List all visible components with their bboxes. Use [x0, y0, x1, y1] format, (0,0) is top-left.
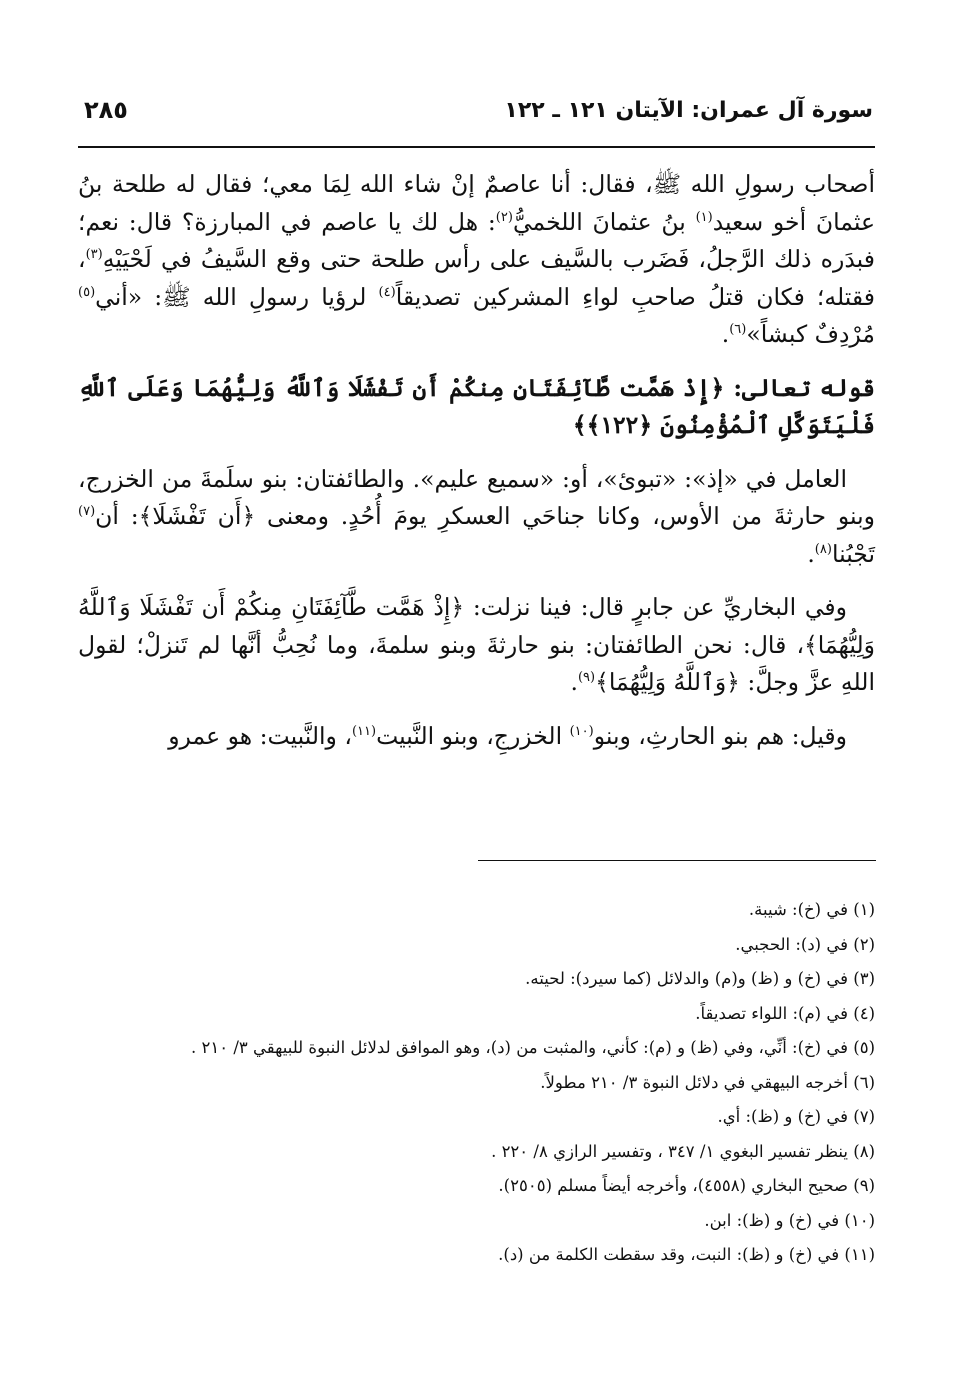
text-run: مُرْدِفٌ كبشاً»	[746, 320, 875, 348]
footnote-separator	[478, 860, 876, 861]
text-run: تَجْبُنا	[831, 539, 875, 568]
footnote: (٣) في (خ) و (ظ) و(م) والدلائل (كما سيرد): لحيته.	[525, 969, 875, 988]
footnote-ref: (١١)	[351, 723, 377, 739]
page-header	[78, 96, 873, 136]
text-run: لرؤيا رسولِ الله ﷺ: «أني	[95, 282, 379, 311]
page-number: ٢٨٥	[84, 96, 128, 124]
main-text	[78, 166, 875, 771]
footnote: (٤) في (م): اللواء تصديقاً.	[695, 1003, 875, 1023]
footnote-ref: (٤)	[378, 284, 396, 300]
text-run: وقيل: هم بنو الحارثِ، وبنو	[593, 721, 847, 750]
text-run: وفي البخاريِّ عن جابرٍ قال: فينا نزلت: ﴿إِذْ هَمَّت طَّآئِفَتَانِ مِنكُمْ أَن تَفْشَلَا وَٱللَّهُ وَلِيُّهُمَا﴾، قال: نحن الطائفتان: بنو حارثةَ وبنو سلمةَ، وما نُحِبُّ أنَّها لم تَنزلْ؛ لقول اللهِ عزَّ وجلَّ: ﴿وَٱللَّهُ وَلِيُّهُمَا﴾	[78, 593, 875, 696]
paragraph-5	[78, 718, 875, 756]
text-run: العامل في «إذ»: «تبوئ»، أو: «سميع عليم». والطائفتان: بنو سلَمةَ من الخزرج، وبنو حارثةَ من الأوس، وكانا جناحَي العسكرِ يومَ أُحُدٍ. ومعنى ﴿أَن تَفْشَلَا﴾: أن	[78, 464, 875, 530]
footnote: (٦) أخرجه البيهقي في دلائل النبوة ٣/ ٢١٠ مطولاً.	[540, 1072, 875, 1092]
footnote-ref: (٨)	[814, 541, 832, 557]
footnote-ref: (٢)	[495, 209, 513, 225]
paragraph-3	[78, 461, 875, 574]
text-run: .	[721, 320, 730, 348]
verse-label: قوله تعالى:	[724, 373, 876, 402]
footnote: (٧) في (خ) و (ظ): أي.	[717, 1107, 875, 1126]
header-rule	[78, 146, 875, 148]
text-run: ، والنَّبيت: هو عمرو	[168, 721, 352, 750]
footnote: (٩) صحيح البخاري (٤٥٥٨)، وأخرجه أيضاً مسلم (٢٥٠٥).	[498, 1176, 875, 1195]
footnote: (١١) في (خ) و (ظ): النبت، وقد سقطت الكلمة من (د).	[498, 1245, 875, 1264]
text-run: : هل لك يا عاصم في المبارزة؟ قال: نعم؛ فبدَره ذلك الرَّجلُ، فَضَرب بالسَّيف على رأس طلحة حتى وقع السَّيفُ في لَحْيَيْهِ	[78, 207, 875, 273]
footnote: (٥) في (خ): أنِّي، وفي (ظ) و (م): كأني، والمثبت من (د)، وهو الموافق لدلائل النبوة للبيهقي ٣/ ٢١٠ .	[191, 1038, 875, 1057]
running-title: سورة آل عمران: الآيتان ١٢١ ـ ١٢٢	[504, 98, 873, 123]
footnote-ref: (٩)	[577, 670, 596, 686]
text-run: ، فقتله؛ فكان قتلُ صاحبِ لواءِ المشركين تصديقاً	[78, 245, 875, 311]
footnote-ref: (٥)	[78, 284, 96, 300]
quran-verse: ﴿إِذْ هَمَّت طَّآئِفَتَانِ مِنكُمْ أَن تَفْشَلَا وَٱللَّهُ وَلِيُّهُمَا وَعَلَى ٱللَّهِ فَلْيَتَوَكَّلِ ٱلْمُؤْمِنُونَ ﴿١٢٢﴾﴾	[78, 373, 875, 439]
text-run: أصحاب رسولِ الله ﷺ، فقال: أنا عاصمٌ إنْ شاء الله لِمَا معي؛ فقال له طلحة بنُ عثمانَ أخو سعيد	[78, 170, 875, 236]
footnote-ref: (٧)	[78, 504, 96, 520]
footnote: (١) في (خ): شيبة.	[748, 900, 875, 919]
paragraph-1	[78, 166, 875, 354]
text-run: بنُ عثمانَ اللخميُّ	[512, 207, 696, 236]
paragraph-4	[78, 589, 875, 702]
text-run: الخزرجِ، وبنو النَّبيت	[376, 721, 570, 750]
footnote-ref: (٣)	[85, 247, 103, 263]
verse-heading	[78, 370, 875, 445]
footnotes	[78, 893, 875, 1273]
text-run: .	[570, 668, 578, 696]
text-run: .	[807, 539, 815, 568]
footnote: (٢) في (د): الحجبي.	[735, 934, 875, 954]
footnote: (١٠) في (خ) و (ظ): ابن.	[704, 1210, 875, 1230]
footnote-ref: (٦)	[729, 322, 747, 338]
footnote-ref: (١٠)	[569, 723, 594, 739]
footnote: (٨) ينظر تفسير البغوي ١/ ٣٤٧ ، وتفسير الرازي ٨/ ٢٢٠ .	[491, 1141, 875, 1161]
footnote-ref: (١)	[695, 209, 713, 225]
